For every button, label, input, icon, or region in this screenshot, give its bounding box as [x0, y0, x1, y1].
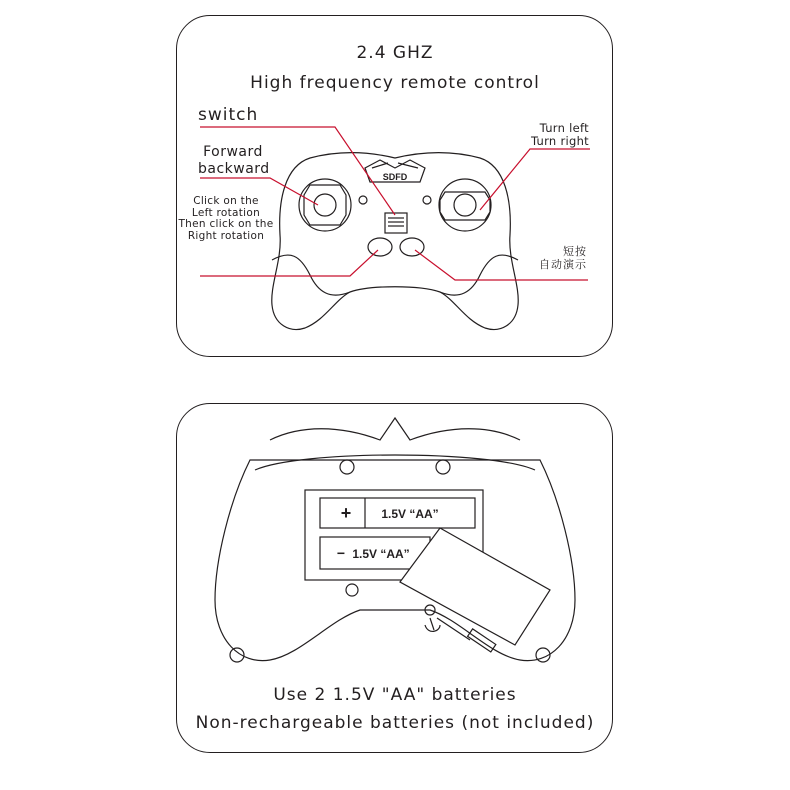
right-stick-cap [454, 194, 476, 216]
label-backward: backward [198, 161, 270, 177]
battery-2-label: 1.5V “AA” [352, 547, 410, 561]
battery-1-sign: + [340, 503, 352, 523]
label-forward: Forward [203, 144, 263, 160]
controller-logo: SDFD [382, 172, 408, 182]
battery-caption-line1: Use 2 1.5V "AA" batteries [273, 685, 517, 705]
battery-caption-line2: Non-rechargeable batteries (not included) [195, 713, 595, 733]
demo-button [400, 238, 424, 256]
remote-title: High frequency remote control [250, 73, 540, 93]
callout-click [200, 250, 378, 276]
label-demo-line1: 短按 [563, 245, 587, 258]
label-turn [522, 122, 589, 147]
battery-2-sign: − [336, 545, 346, 561]
label-forward-backward [198, 144, 268, 178]
battery-1-label: 1.5V “AA” [381, 507, 439, 521]
label-click-line2: Left rotation [191, 206, 261, 219]
label-switch: switch [198, 105, 259, 125]
battery-cover [400, 528, 550, 645]
label-turn-right: Turn right [530, 133, 589, 148]
label-demo-line2: 自动演示 [539, 258, 587, 271]
label-demo [525, 245, 587, 271]
label-turn-left: Turn left [539, 121, 589, 135]
controller-back-diagram [215, 418, 575, 662]
right-stick-base [439, 179, 491, 231]
label-click-line3: Then click on the [178, 218, 274, 230]
frequency-title: 2.4 GHZ [356, 43, 434, 63]
callout-turn [480, 149, 590, 210]
power-switch [385, 213, 407, 233]
left-stick-base [299, 179, 351, 231]
left-rotation-button [368, 238, 392, 256]
label-click-rotation [176, 196, 276, 242]
label-click-line1: Click on the [193, 195, 259, 207]
label-click-line4: Right rotation [187, 229, 265, 242]
